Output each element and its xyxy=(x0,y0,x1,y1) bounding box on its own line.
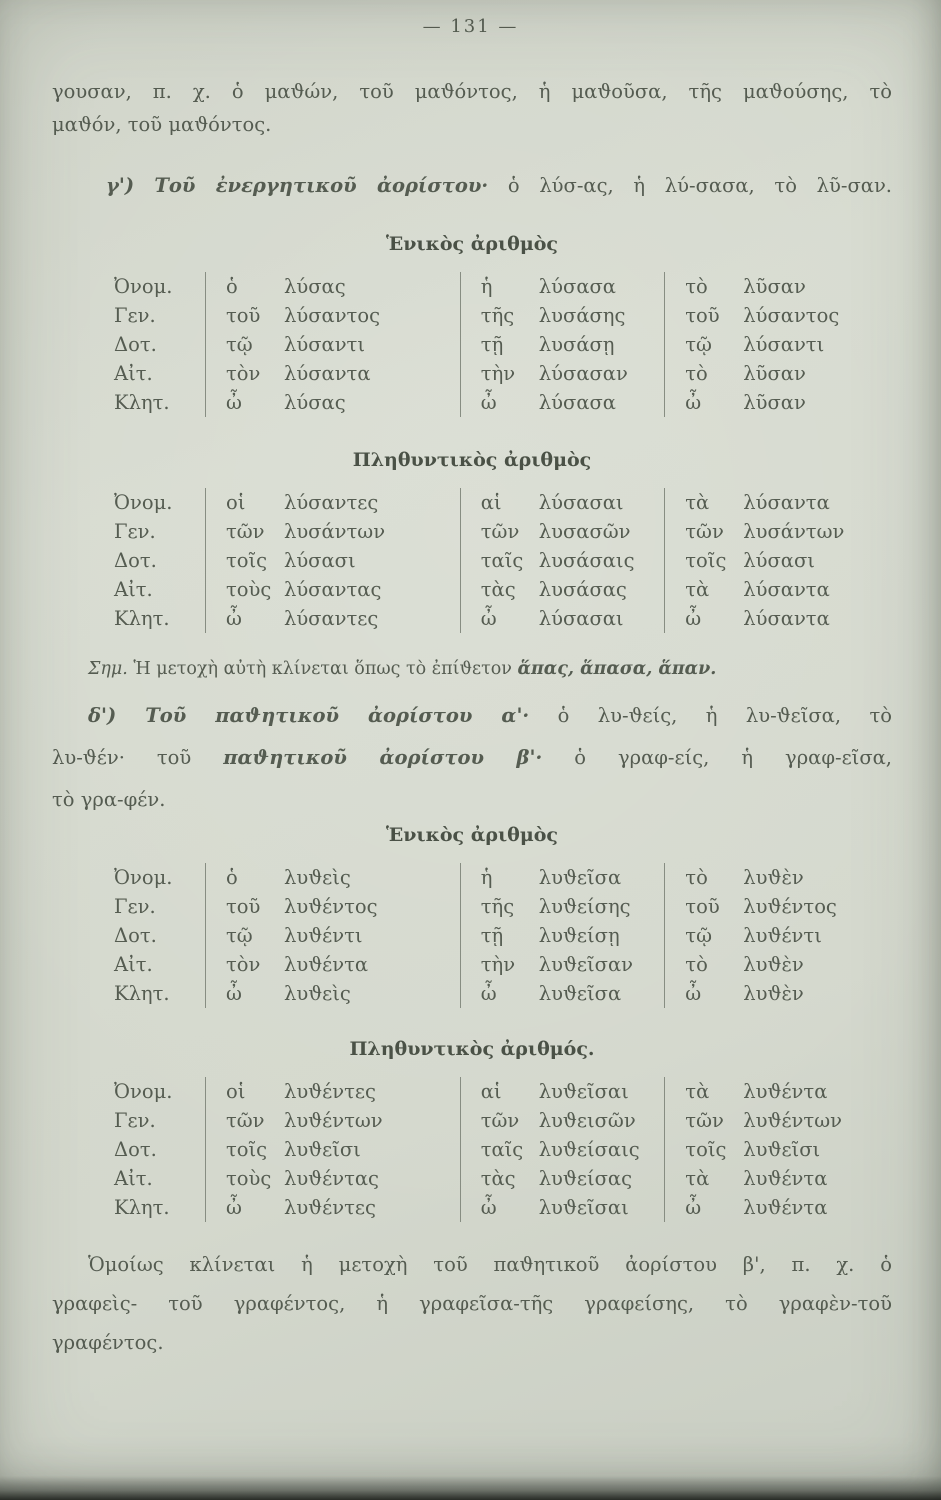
form-cell-n xyxy=(665,921,892,950)
text-line xyxy=(52,1245,892,1284)
form-cell-m xyxy=(206,921,461,950)
article: τὸ xyxy=(685,362,708,385)
declension-row xyxy=(114,1135,892,1164)
case-label: Αἰτ. xyxy=(114,1167,153,1190)
form-cell-n xyxy=(665,1077,892,1106)
word-form: λύσαντες xyxy=(283,491,379,514)
text-line xyxy=(52,1323,892,1362)
table-body xyxy=(114,1077,892,1222)
case-label: Γεν. xyxy=(114,895,156,918)
page-number: — 131 — xyxy=(422,16,519,37)
case-label: Ὀνομ. xyxy=(114,491,173,514)
declension-row xyxy=(114,546,892,575)
text-line xyxy=(52,737,892,779)
case-label: Ὀνομ. xyxy=(114,275,173,298)
form-cell-f xyxy=(460,863,665,892)
form-cell-m xyxy=(205,575,460,604)
note-paragraph xyxy=(52,658,892,681)
article: ὦ xyxy=(226,391,242,414)
text-segment: Ἡ μετοχὴ αὐτὴ κλίνεται ὅπως τὸ ἐπίϑετον xyxy=(127,659,518,679)
text-line xyxy=(52,1284,892,1323)
form-cell-n xyxy=(665,1164,892,1193)
word-form: λύσαντα xyxy=(743,607,830,630)
case-label: Δοτ. xyxy=(114,333,157,356)
case-label: Κλητ. xyxy=(114,391,170,414)
article: ὦ xyxy=(480,391,497,414)
article: ταῖς xyxy=(480,549,524,572)
form-cell-m xyxy=(206,272,461,301)
form-cell-m xyxy=(206,388,461,417)
declension-row xyxy=(114,1077,892,1106)
word-form: λυϑέντι xyxy=(284,924,363,947)
word-form: λυϑὲν xyxy=(743,866,804,889)
form-cell-n xyxy=(665,546,892,575)
article: ὦ xyxy=(685,391,702,414)
text-segment: τὸ γρα-φέν. xyxy=(52,788,166,811)
word-form: λύσαντος xyxy=(284,304,380,327)
form-cell-m xyxy=(205,1135,460,1164)
article: ἡ xyxy=(480,275,493,298)
word-form: λυϑείσας xyxy=(538,1167,633,1190)
declension-table-active-singular xyxy=(114,272,892,417)
article: τῷ xyxy=(685,333,712,356)
word-form: λυϑέντα xyxy=(743,1080,828,1103)
page-content xyxy=(0,75,941,1362)
table-title-passive-plural: Πληθυντικὸς ἀριθμός. xyxy=(349,1038,595,1060)
article: αἱ xyxy=(480,1080,502,1103)
form-cell-m xyxy=(206,950,461,979)
article: τὰ xyxy=(685,1167,710,1190)
case-label: Αἰτ. xyxy=(114,953,153,976)
declension-row xyxy=(114,359,892,388)
form-cell-f xyxy=(460,575,665,604)
form-cell-n xyxy=(665,517,892,546)
word-form: λύσας xyxy=(284,275,346,298)
text-segment: ὁ λυ-ϑείς, ἡ λυ-ϑεῖσα, τὸ xyxy=(529,704,892,727)
article: οἱ xyxy=(225,491,246,514)
declension-row xyxy=(114,604,892,633)
form-cell-n xyxy=(665,388,892,417)
form-cell-f xyxy=(460,979,665,1008)
article: τὸν xyxy=(226,953,261,976)
declension-table-passive-plural xyxy=(114,1077,892,1222)
article: ὦ xyxy=(685,1196,702,1219)
text-line xyxy=(52,695,892,737)
form-cell-n xyxy=(665,1106,892,1135)
text-segment: γραφεὶς- τοῦ γραφέντος, ἡ γραφεῖσα-τῆς γραφείσης, τὸ γραφὲν-τοῦ xyxy=(52,1292,892,1315)
form-cell-m xyxy=(205,1077,460,1106)
text-segment: ἅπας, ἅπασα, ἅπαν. xyxy=(517,659,717,679)
word-form: λῦσαν xyxy=(743,362,806,385)
article: τῶν xyxy=(480,1109,520,1132)
article: ὦ xyxy=(685,982,702,1005)
word-form: λύσασαι xyxy=(538,607,624,630)
form-cell-f xyxy=(460,1106,665,1135)
form-cell-n xyxy=(665,863,892,892)
text-segment: γουσαν, π. χ. ὁ μαϑών, τοῦ μαϑόντος, ἡ μαϑοῦσα, τῆς μαϑούσης, τὸ xyxy=(52,80,892,103)
word-form: λύσαντα xyxy=(743,578,830,601)
word-form: λύσασα xyxy=(538,391,616,414)
word-form: λύσαντα xyxy=(743,491,830,514)
article: ὦ xyxy=(685,607,702,630)
declension-row xyxy=(114,388,892,417)
word-form: λυϑέντι xyxy=(743,924,822,947)
declension-row xyxy=(114,863,892,892)
article: τοὺς xyxy=(225,578,272,601)
declension-table-passive-singular xyxy=(114,863,892,1008)
form-cell-n xyxy=(665,272,892,301)
word-form: λύσαντες xyxy=(283,607,379,630)
form-cell-n xyxy=(665,1135,892,1164)
word-form: λυϑεῖσι xyxy=(743,1138,821,1161)
word-form: λυϑὲν xyxy=(743,982,804,1005)
article: τοῦ xyxy=(226,895,261,918)
article: ὁ xyxy=(226,275,238,298)
form-cell-n xyxy=(665,488,892,517)
text-segment: δ') xyxy=(88,704,146,727)
closing-paragraph xyxy=(52,1245,892,1362)
form-cell-n xyxy=(665,950,892,979)
form-cell-m xyxy=(206,979,461,1008)
form-cell-m xyxy=(205,1193,460,1222)
case-label: Δοτ. xyxy=(114,924,157,947)
article: ὦ xyxy=(225,1196,242,1219)
article: τῶν xyxy=(685,520,724,543)
declension-row xyxy=(114,330,892,359)
text-segment: μαϑόν, τοῦ μαϑόντος. xyxy=(52,113,272,136)
article: τοῖς xyxy=(225,1138,268,1161)
declension-row xyxy=(114,892,892,921)
word-form: λυϑείσαις xyxy=(538,1138,640,1161)
word-form: λύσασι xyxy=(283,549,356,572)
word-form: λυϑεῖσαι xyxy=(538,1080,629,1103)
article: τοὺς xyxy=(225,1167,272,1190)
word-form: λυϑέντα xyxy=(284,953,369,976)
text-line xyxy=(52,108,892,141)
article: τὴν xyxy=(480,953,516,976)
word-form: λύσαντι xyxy=(284,333,365,356)
text-line xyxy=(52,75,892,108)
article: ὦ xyxy=(480,607,497,630)
form-cell-m xyxy=(205,604,460,633)
article: ὦ xyxy=(226,982,242,1005)
form-cell-f xyxy=(460,1135,665,1164)
word-form: λύσασαι xyxy=(538,491,624,514)
form-cell-m xyxy=(206,863,461,892)
word-form: λυϑέντες xyxy=(283,1080,376,1103)
form-cell-m xyxy=(206,301,461,330)
declension-table-active-plural xyxy=(114,488,892,633)
form-cell-n xyxy=(665,979,892,1008)
declension-row xyxy=(114,301,892,330)
form-cell-f xyxy=(460,546,665,575)
declension-row xyxy=(114,517,892,546)
article: τῇ xyxy=(480,333,504,356)
article: τῆς xyxy=(480,895,515,918)
form-cell-f xyxy=(460,359,664,388)
heading-gamma-active-aorist xyxy=(52,172,892,199)
form-cell-f xyxy=(460,388,664,417)
form-cell-m xyxy=(205,517,460,546)
article: τοῖς xyxy=(225,549,268,572)
article: ὁ xyxy=(226,866,238,889)
form-cell-m xyxy=(205,1164,460,1193)
article: τὰς xyxy=(480,1167,516,1190)
form-cell-f xyxy=(460,517,665,546)
word-form: λυϑεῖσα xyxy=(538,866,622,889)
form-cell-f xyxy=(460,272,664,301)
word-form: λύσαντας xyxy=(283,578,382,601)
table-body xyxy=(114,863,892,1008)
form-cell-m xyxy=(205,546,460,575)
word-form: λυϑεῖσι xyxy=(283,1138,361,1161)
article: οἱ xyxy=(225,1080,246,1103)
form-cell-n xyxy=(665,575,892,604)
article: τὸ xyxy=(685,866,708,889)
declension-row xyxy=(114,921,892,950)
word-form: λύσας xyxy=(284,391,346,414)
article: ὦ xyxy=(225,607,242,630)
word-form: λύσαντα xyxy=(284,362,371,385)
word-form: λύσασι xyxy=(743,549,815,572)
word-form: λύσαντος xyxy=(743,304,840,327)
article: ταῖς xyxy=(480,1138,524,1161)
form-cell-f xyxy=(460,892,665,921)
article: τὴν xyxy=(480,362,516,385)
table-body xyxy=(114,272,892,417)
form-cell-f xyxy=(460,1077,665,1106)
case-label: Γεν. xyxy=(114,304,156,327)
text-segment: Ὁμοίως κλίνεται ἡ μετοχὴ τοῦ παϑητικοῦ ἀορίστου β', π. χ. ὁ xyxy=(88,1253,892,1276)
word-form: λύσασαν xyxy=(538,362,628,385)
word-form: λύσαντι xyxy=(743,333,825,356)
article: τῷ xyxy=(685,924,712,947)
form-cell-f xyxy=(460,950,665,979)
word-form: λυϑέντα xyxy=(743,1167,828,1190)
form-cell-n xyxy=(665,604,892,633)
article: ἡ xyxy=(480,866,493,889)
article: ὦ xyxy=(480,1196,497,1219)
declension-row xyxy=(114,1193,892,1222)
form-cell-f xyxy=(460,1164,665,1193)
declension-row xyxy=(114,575,892,604)
article: τοῦ xyxy=(226,304,261,327)
case-label: Γεν. xyxy=(114,1109,156,1132)
article: τῶν xyxy=(685,1109,724,1132)
table-body xyxy=(114,488,892,633)
word-form: λυσάσας xyxy=(538,578,627,601)
article: τῶν xyxy=(225,1109,265,1132)
delta-paragraph-passive-aorist xyxy=(52,695,892,821)
form-cell-m xyxy=(205,1106,460,1135)
word-form: λυϑεῖσαι xyxy=(538,1196,629,1219)
word-form: λυϑεῖσαν xyxy=(538,953,633,976)
table-title-active-singular: Ἑνικὸς ἀριθμὸς xyxy=(385,233,558,255)
article: τῷ xyxy=(226,924,253,947)
text-segment: παϑητικοῦ ἀορίστου β'· xyxy=(223,746,543,769)
text-segment: λυ-ϑέν· τοῦ xyxy=(52,746,224,769)
article: τὰ xyxy=(685,578,710,601)
form-cell-m xyxy=(206,892,461,921)
text-segment: Τοῦ παϑητικοῦ ἀορίστου α'· xyxy=(145,704,530,727)
case-label: Κλητ. xyxy=(114,607,170,630)
form-cell-f xyxy=(460,604,665,633)
word-form: λυσάντων xyxy=(743,520,845,543)
table-title-active-plural: Πληθυντικὸς ἀριθμὸς xyxy=(352,449,592,471)
form-cell-m xyxy=(205,488,460,517)
case-label: Αἰτ. xyxy=(114,362,153,385)
text-segment: Σημ. xyxy=(88,659,128,679)
word-form: λυϑέντες xyxy=(283,1196,376,1219)
article: τῶν xyxy=(225,520,265,543)
article: τοῦ xyxy=(685,895,720,918)
form-cell-n xyxy=(665,330,892,359)
word-form: λυϑέντων xyxy=(743,1109,842,1132)
case-label: Κλητ. xyxy=(114,1196,170,1219)
form-cell-m xyxy=(206,359,461,388)
article: τὰ xyxy=(685,1080,710,1103)
article: τὰ xyxy=(685,491,710,514)
article: τοῖς xyxy=(685,549,727,572)
form-cell-m xyxy=(206,330,461,359)
word-form: λυϑείσης xyxy=(538,895,631,918)
declension-row xyxy=(114,272,892,301)
table-title-passive-singular: Ἑνικὸς ἀριθμὸς xyxy=(385,824,558,846)
article: τὸν xyxy=(226,362,261,385)
article: τὸ xyxy=(685,275,708,298)
declension-row xyxy=(114,950,892,979)
word-form: λυϑείσῃ xyxy=(538,924,620,947)
word-form: λυσάντων xyxy=(283,520,386,543)
case-label: Κλητ. xyxy=(114,982,170,1005)
word-form: λυσασῶν xyxy=(538,520,631,543)
article: τοῖς xyxy=(685,1138,727,1161)
declension-row xyxy=(114,1106,892,1135)
case-label: Γεν. xyxy=(114,520,156,543)
form-cell-f xyxy=(460,301,664,330)
word-form: λῦσαν xyxy=(743,275,806,298)
article: τῶν xyxy=(480,520,520,543)
article: τῆς xyxy=(480,304,515,327)
form-cell-f xyxy=(460,488,665,517)
case-label: Αἰτ. xyxy=(114,578,153,601)
form-cell-f xyxy=(460,330,664,359)
case-label: Ὀνομ. xyxy=(114,866,173,889)
case-label: Δοτ. xyxy=(114,1138,157,1161)
text-segment: Τοῦ ἐνεργητικοῦ ἀορίστου· xyxy=(154,174,489,197)
word-form: λῦσαν xyxy=(743,391,806,414)
declension-row xyxy=(114,1164,892,1193)
article: τῇ xyxy=(480,924,504,947)
word-form: λυϑεισῶν xyxy=(538,1109,636,1132)
word-form: λυϑεὶς xyxy=(284,982,351,1005)
intro-paragraph xyxy=(52,75,892,141)
text-segment: ὁ γραφ-είς, ἡ γραφ-εῖσα, xyxy=(542,746,892,769)
word-form: λυσάσης xyxy=(538,304,626,327)
article: τὸ xyxy=(685,953,708,976)
declension-row xyxy=(114,488,892,517)
case-label: Ὀνομ. xyxy=(114,1080,173,1103)
text-line xyxy=(52,779,892,821)
word-form: λυϑέντος xyxy=(284,895,378,918)
text-segment: γ') xyxy=(106,174,155,197)
word-form: λυϑεῖσα xyxy=(538,982,622,1005)
declension-row xyxy=(114,979,892,1008)
word-form: λύσασα xyxy=(538,275,616,298)
word-form: λυϑέντα xyxy=(743,1196,828,1219)
form-cell-n xyxy=(665,301,892,330)
case-label: Δοτ. xyxy=(114,549,157,572)
form-cell-f xyxy=(460,921,665,950)
form-cell-n xyxy=(665,359,892,388)
word-form: λυϑεὶς xyxy=(284,866,351,889)
article: τὰς xyxy=(480,578,516,601)
text-segment: γραφέντος. xyxy=(52,1331,164,1354)
word-form: λυϑέντος xyxy=(743,895,837,918)
form-cell-n xyxy=(665,892,892,921)
article: ὦ xyxy=(480,982,497,1005)
word-form: λυσάσῃ xyxy=(538,333,615,356)
article: αἱ xyxy=(480,491,502,514)
text-segment: ὁ λύσ-ας, ἡ λύ-σασα, τὸ λῦ-σαν. xyxy=(488,174,892,197)
word-form: λυϑέντων xyxy=(283,1109,383,1132)
article: τῷ xyxy=(226,333,253,356)
word-form: λυσάσαις xyxy=(538,549,635,572)
word-form: λυϑὲν xyxy=(743,953,804,976)
word-form: λυϑέντας xyxy=(283,1167,379,1190)
article: τοῦ xyxy=(685,304,720,327)
form-cell-n xyxy=(665,1193,892,1222)
form-cell-f xyxy=(460,1193,665,1222)
